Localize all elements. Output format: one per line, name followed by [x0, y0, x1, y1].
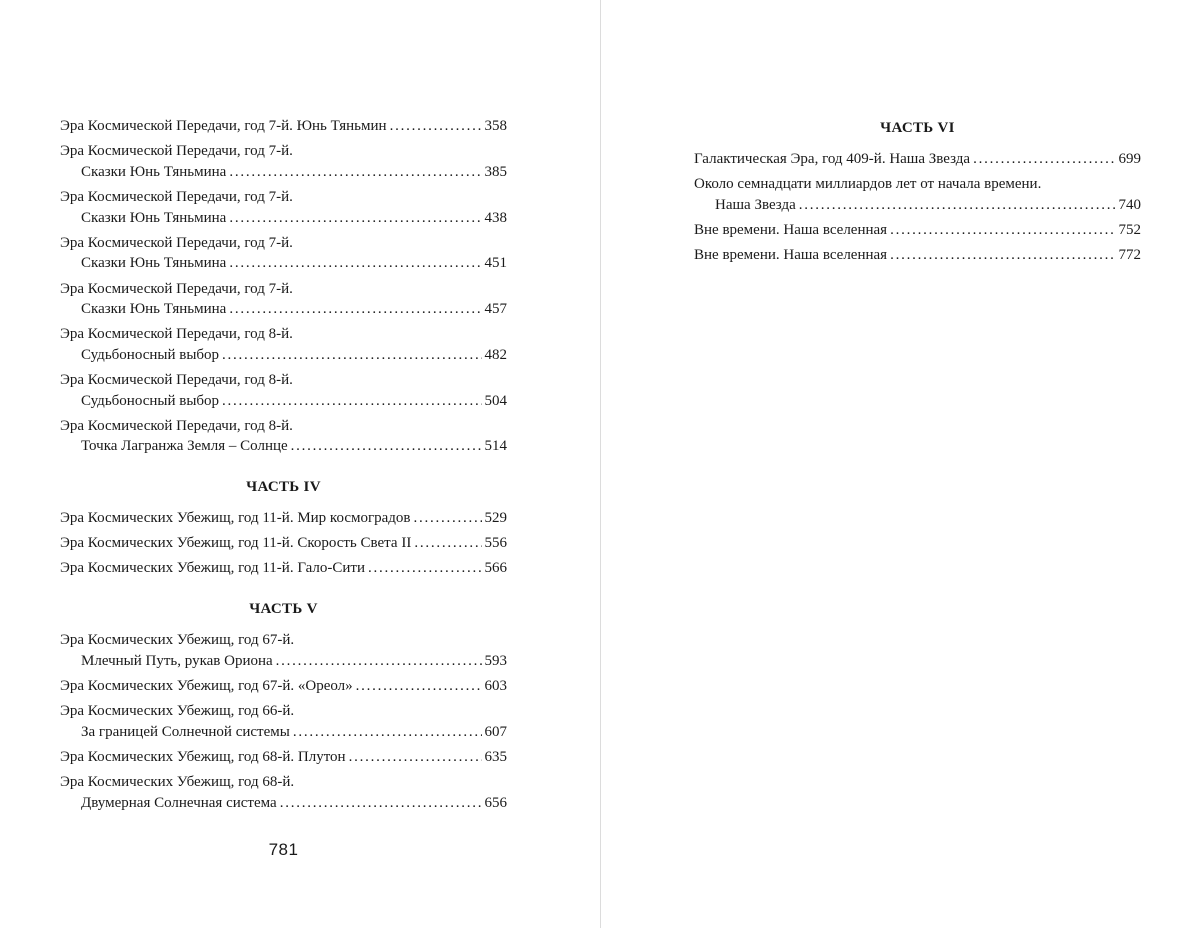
- toc-entry: [60, 533, 507, 554]
- page-number: 781: [268, 840, 299, 859]
- toc-entry-title-line: [60, 533, 507, 554]
- toc-entry-text: Около семнадцати миллиардов лет от начала времени.: [694, 176, 1042, 193]
- toc-entry-subtitle-line: [60, 793, 507, 814]
- toc-entry-text: Эра Космической Передачи, год 7-й.: [60, 280, 293, 297]
- toc-entry-text: Судьбоносный выбор: [81, 346, 220, 363]
- dot-leader: [229, 208, 481, 229]
- dot-leader: [222, 391, 481, 412]
- part-heading-6: ЧАСТЬ VI: [880, 120, 955, 136]
- toc-entry-title-line: [60, 233, 507, 254]
- toc-entry-text: Эра Космической Передачи, год 7-й.: [60, 143, 293, 160]
- toc-entry: [60, 187, 507, 228]
- part-heading-5: ЧАСТЬ V: [249, 601, 318, 618]
- toc-entry-text: Эра Космической Передачи, год 7-й.: [60, 234, 293, 251]
- toc-right: [694, 116, 1141, 270]
- toc-entry: [60, 701, 507, 742]
- toc-entry-title-line: [60, 370, 507, 391]
- toc-entry-subtitle-line: [694, 195, 1141, 216]
- toc-entry-page-number: 482: [484, 346, 507, 363]
- toc-entry-text: Эра Космических Убежищ, год 68-й.: [60, 773, 295, 790]
- dot-leader: [293, 722, 482, 743]
- toc-entry-subtitle-line: [60, 299, 507, 320]
- toc-entry-page-number: 740: [1118, 196, 1141, 213]
- toc-entry-text: Эра Космической Передачи, год 7-й.: [60, 188, 293, 205]
- toc-entry-subtitle-line: [60, 253, 507, 274]
- toc-entry-text: Наша Звезда: [715, 196, 796, 213]
- toc-entry: [694, 174, 1141, 215]
- toc-entry-page-number: 656: [484, 794, 507, 811]
- toc-entry: [60, 747, 507, 768]
- toc-entry-text: Вне времени. Наша вселенная: [694, 221, 888, 238]
- dot-leader: [414, 533, 481, 554]
- toc-entry-text: За границей Солнечной системы: [81, 723, 290, 740]
- toc-entry-subtitle-line: [60, 162, 507, 183]
- toc-entry-text: Двумерная Солнечная система: [81, 794, 277, 811]
- toc-entry: [60, 508, 507, 529]
- dot-leader: [280, 793, 482, 814]
- toc-entry-text: Эра Космических Убежищ, год 11-й. Мир космоградов: [60, 510, 411, 527]
- toc-entry: [60, 116, 507, 137]
- toc-entry-title-line: [60, 630, 507, 651]
- toc-entry-page-number: 451: [484, 255, 507, 272]
- toc-entry-page-number: 607: [484, 723, 507, 740]
- toc-entry-title-line: [60, 747, 507, 768]
- toc-entry-text: Млечный Путь, рукав Ориона: [81, 652, 273, 669]
- toc-entry-title-line: [60, 141, 507, 162]
- toc-entry-subtitle-line: [60, 436, 507, 457]
- left-page: [0, 0, 600, 928]
- toc-entry-title-line: [60, 701, 507, 722]
- toc-entry-text: Эра Космической Передачи, год 8-й.: [60, 372, 293, 389]
- toc-entry-title-line: [60, 508, 507, 529]
- dot-leader: [356, 676, 482, 697]
- toc-entry-subtitle-line: [60, 651, 507, 672]
- toc-entry-text: Точка Лагранжа Земля – Солнце: [81, 438, 288, 455]
- toc-entry-page-number: 556: [484, 535, 507, 552]
- toc-entry: [60, 772, 507, 813]
- toc-entry-page-number: 566: [484, 560, 507, 577]
- toc-entry-title-line: [60, 416, 507, 437]
- dot-leader: [222, 345, 481, 366]
- toc-entry: [694, 220, 1141, 241]
- toc-entry-text: Эра Космических Убежищ, год 11-й. Скорость Света II: [60, 535, 412, 552]
- toc-entry: [694, 149, 1141, 170]
- toc-entry-subtitle-line: [60, 391, 507, 412]
- dot-leader: [390, 116, 482, 137]
- toc-entry-subtitle-line: [60, 722, 507, 743]
- toc-entry-text: Вне времени. Наша вселенная: [694, 247, 888, 264]
- toc-entry-text: Сказки Юнь Тяньмина: [81, 301, 227, 318]
- dot-leader: [229, 162, 481, 183]
- toc-entry-title-line: [694, 149, 1141, 170]
- toc-entry-page-number: 603: [484, 677, 507, 694]
- toc-entry-text: Судьбоносный выбор: [81, 392, 220, 409]
- toc-entry-page-number: 358: [484, 118, 507, 134]
- toc-entry: [60, 676, 507, 697]
- toc-entry-title-line: [60, 187, 507, 208]
- dot-leader: [291, 436, 482, 457]
- dot-leader: [349, 747, 482, 768]
- toc-entry-text: Сказки Юнь Тяньмина: [81, 255, 227, 272]
- dot-leader: [368, 558, 481, 579]
- toc-entry-page-number: 772: [1118, 247, 1141, 264]
- toc-entry-title-line: [694, 220, 1141, 241]
- toc-entry-page-number: 593: [484, 652, 507, 669]
- right-page: [601, 0, 1201, 928]
- toc-entry: [60, 279, 507, 320]
- toc-entry-page-number: 504: [484, 392, 507, 409]
- dot-leader: [799, 195, 1116, 216]
- toc-entry: [694, 245, 1141, 266]
- toc-entry-text: Эра Космической Передачи, год 7-й. Юнь Тяньмин: [60, 118, 387, 134]
- toc-entry-text: Сказки Юнь Тяньмина: [81, 163, 227, 180]
- toc-entry-page-number: 457: [484, 301, 507, 318]
- toc-entry-page-number: 529: [484, 510, 507, 527]
- toc-entry-page-number: 385: [484, 163, 507, 180]
- toc-entry-title-line: [60, 676, 507, 697]
- toc-entry-page-number: 438: [484, 209, 507, 226]
- toc-entry-title-line: [60, 279, 507, 300]
- dot-leader: [890, 245, 1115, 266]
- toc-entry-page-number: 699: [1118, 151, 1141, 167]
- toc-entry-text: Галактическая Эра, год 409-й. Наша Звезда: [694, 151, 971, 167]
- toc-entry-subtitle-line: [60, 208, 507, 229]
- toc-entry-text: Эра Космической Передачи, год 8-й.: [60, 417, 293, 434]
- toc-entry-text: Эра Космических Убежищ, год 67-й. «Ореол»: [60, 677, 353, 694]
- toc-entry: [60, 370, 507, 411]
- toc-entry-text: Эра Космических Убежищ, год 67-й.: [60, 632, 295, 649]
- toc-entry-text: Эра Космических Убежищ, год 66-й.: [60, 703, 295, 719]
- toc-entry: [60, 233, 507, 274]
- toc-entry-page-number: 514: [484, 438, 507, 455]
- dot-leader: [276, 651, 482, 672]
- toc-entry-title-line: [60, 324, 507, 345]
- toc-entry: [60, 630, 507, 671]
- dot-leader: [229, 253, 481, 274]
- toc-entry-subtitle-line: [60, 345, 507, 366]
- toc-entry-title-line: [694, 245, 1141, 266]
- toc-entry: [60, 416, 507, 457]
- toc-entry-text: Эра Космических Убежищ, год 68-й. Плутон: [60, 748, 346, 765]
- toc-entry-text: Сказки Юнь Тяньмина: [81, 209, 227, 226]
- toc-entry: [60, 558, 507, 579]
- toc-entry-text: Эра Космической Передачи, год 8-й.: [60, 326, 293, 343]
- part-heading-4: ЧАСТЬ IV: [246, 479, 321, 496]
- toc-entries-part5: [60, 630, 507, 813]
- toc-left: [60, 116, 507, 818]
- dot-leader: [229, 299, 481, 320]
- toc-entry-title-line: [694, 174, 1141, 195]
- toc-entries-part6: [694, 149, 1141, 266]
- dot-leader: [973, 149, 1115, 170]
- toc-entry: [60, 324, 507, 365]
- toc-entry-title-line: [60, 772, 507, 793]
- toc-entry-title-line: [60, 558, 507, 579]
- toc-entries-top: [60, 116, 507, 457]
- toc-entry: [60, 141, 507, 182]
- dot-leader: [414, 508, 482, 529]
- dot-leader: [890, 220, 1115, 241]
- toc-entry-title-line: [60, 116, 507, 137]
- toc-entry-page-number: 635: [484, 748, 507, 765]
- toc-entry-page-number: 752: [1118, 221, 1141, 238]
- toc-entries-part4: [60, 508, 507, 579]
- toc-entry-text: Эра Космических Убежищ, год 11-й. Гало-Сити: [60, 560, 366, 577]
